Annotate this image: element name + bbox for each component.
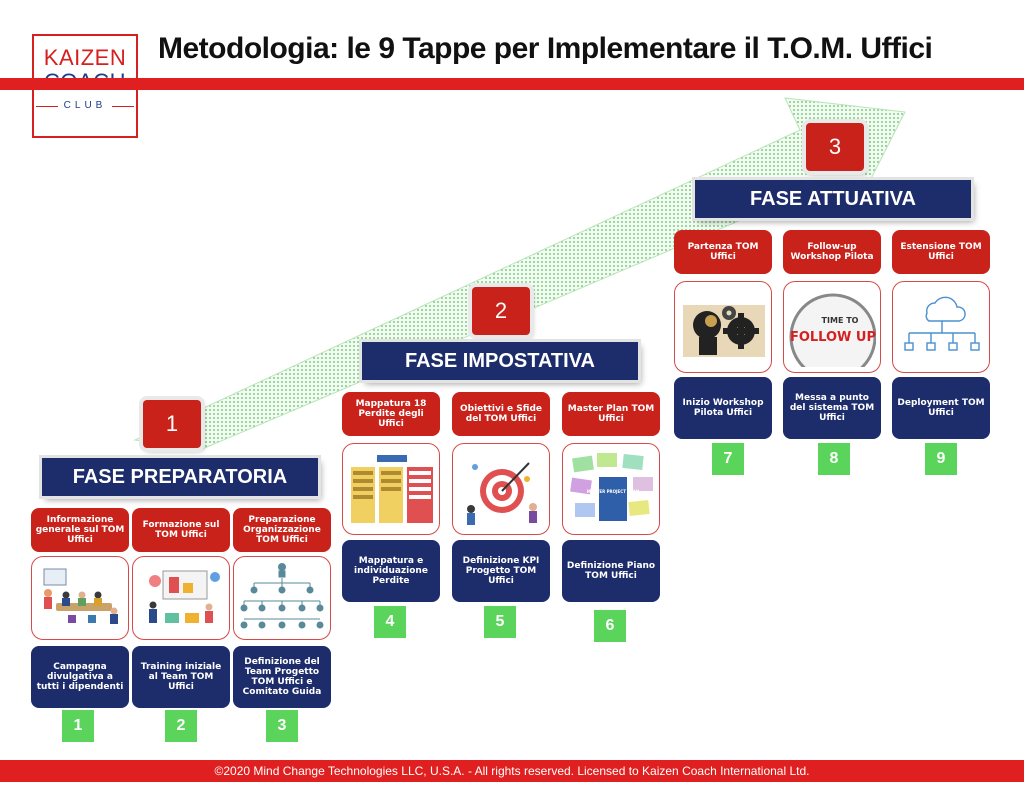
- step-number-6: 6: [594, 610, 626, 642]
- step-3-image: [233, 556, 331, 640]
- step-number-7: 7: [712, 443, 744, 475]
- cloud-network-icon: [897, 287, 985, 367]
- step-9-description: Deployment TOM Uffici: [892, 377, 990, 439]
- page-title: Metodologia: le 9 Tappe per Implementare il T.O.M. Uffici: [158, 32, 933, 65]
- step-7-image: [674, 281, 772, 373]
- step-number-1: 1: [62, 710, 94, 742]
- meeting-icon: [36, 563, 124, 633]
- logo-line-club: CLUB: [34, 100, 136, 112]
- master-plan-icon: [567, 449, 655, 529]
- gears-head-icon: [679, 287, 767, 367]
- step-1-title: Informazione generale sul TOM Uffici: [31, 508, 129, 552]
- training-icon: [137, 563, 225, 633]
- step-8-title: Follow-up Workshop Pilota: [783, 230, 881, 274]
- step-number-5: 5: [484, 606, 516, 638]
- step-6-image: [562, 443, 660, 535]
- phase-title-impostativa: FASE IMPOSTATIVA: [362, 342, 638, 380]
- target-icon: [457, 449, 545, 529]
- step-6-title: Master Plan TOM Uffici: [562, 392, 660, 436]
- step-3-title: Preparazione Organizzazione TOM Uffici: [233, 508, 331, 552]
- step-1-image: [31, 556, 129, 640]
- step-2-description: Training iniziale al Team TOM Uffici: [132, 646, 230, 708]
- step-2-title: Formazione sul TOM Uffici: [132, 508, 230, 552]
- step-8-image: [783, 281, 881, 373]
- logo-line-kaizen: KAIZEN: [43, 45, 127, 70]
- org-chart-icon: [238, 561, 326, 635]
- phase-number-3: 3: [806, 123, 864, 171]
- phase-title-preparatoria: FASE PREPARATORIA: [42, 458, 318, 496]
- step-4-description: Mappatura e individuazione Perdite: [342, 540, 440, 602]
- step-5-image: [452, 443, 550, 535]
- step-9-image: [892, 281, 990, 373]
- step-6-description: Definizione Piano TOM Uffici: [562, 540, 660, 602]
- step-number-2: 2: [165, 710, 197, 742]
- phase-title-attuativa: FASE ATTUATIVA: [695, 180, 971, 218]
- master-plan-label: MASTER PROJECT PLAN: [586, 489, 640, 494]
- step-2-image: [132, 556, 230, 640]
- step-4-image: [342, 443, 440, 535]
- step-8-description: Messa a punto del sistema TOM Uffici: [783, 377, 881, 439]
- step-7-description: Inizio Workshop Pilota Uffici: [674, 377, 772, 439]
- step-3-description: Definizione del Team Progetto TOM Uffici e Comitato Guida: [233, 646, 331, 708]
- step-7-title: Partenza TOM Uffici: [674, 230, 772, 274]
- footer-copyright: ©2020 Mind Change Technologies LLC, U.S.A. - All rights reserved. Licensed to Kaizen Coach International Ltd.: [0, 760, 1024, 782]
- phase-number-2: 2: [472, 287, 530, 335]
- step-5-title: Obiettivi e Sfide del TOM Uffici: [452, 392, 550, 436]
- step-number-4: 4: [374, 606, 406, 638]
- loss-map-icon: [347, 449, 435, 529]
- follow-up-clock-icon: [788, 287, 876, 367]
- step-number-3: 3: [266, 710, 298, 742]
- phase-number-1: 1: [143, 400, 201, 448]
- step-4-title: Mappatura 18 Perdite degli Uffici: [342, 392, 440, 436]
- step-1-description: Campagna divulgativa a tutti i dipendenti: [31, 646, 129, 708]
- step-9-title: Estensione TOM Uffici: [892, 230, 990, 274]
- step-number-8: 8: [818, 443, 850, 475]
- step-5-description: Definizione KPI Progetto TOM Uffici: [452, 540, 550, 602]
- step-number-9: 9: [925, 443, 957, 475]
- follow-up-time-label: TIME TO: [821, 316, 859, 325]
- follow-up-label: FOLLOW UP: [789, 330, 876, 345]
